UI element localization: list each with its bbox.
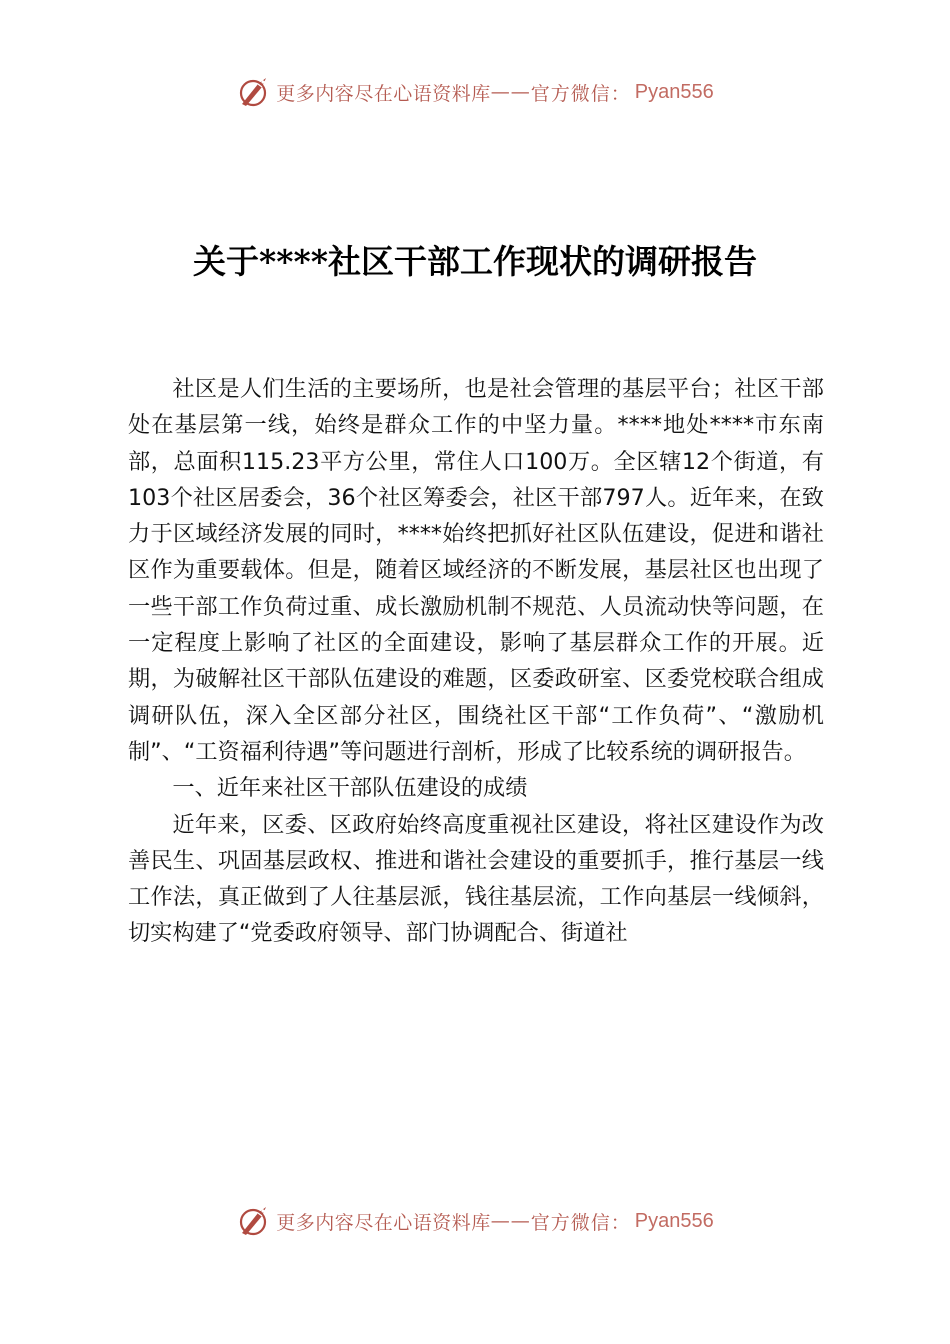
watermark-wechat-id: Pyan556 bbox=[634, 80, 714, 103]
watermark-wechat-id: Pyan556 bbox=[634, 1209, 714, 1232]
pen-nib-logo-icon bbox=[236, 74, 272, 110]
watermark-text: 更多内容尽在心语资料库 bbox=[276, 82, 491, 105]
watermark-banner-top bbox=[0, 70, 950, 114]
section-paragraph: 近年来，区委、区政府始终高度重视社区建设，将社区建设作为改善民生、巩固基层政权、推进和谐社会建设的重要抓手，推行基层一线工作法，真正做到了人往基层派，钱往基层流，工作向基层一线倾斜，切实构建了“党委政府领导、部门协调配合、街道社 bbox=[128, 811, 824, 947]
watermark-dash: —— bbox=[490, 1210, 531, 1232]
watermark-label: 官方微信： bbox=[530, 1211, 631, 1234]
intro-paragraph: 社区是人们生活的主要场所，也是社会管理的基层平台；社区干部处在基层第一线，始终是群众工作的中坚力量。****地处****市东南部，总面积115.23平方公里，常住人口100万。全区辖12个街道，有103个社区居委会，36个社区筹委会，社区干部797人。近年来，在致力于区域经济发展的同时，****始终把抓好社区队伍建设，促进和谐社区作为重要载体。但是，随着区域经济的不断发展，基层社区也出现了一些干部工作负荷过重、成长激励机制不规范、人员流动快等问题，在一定程度上影响了社区的全面建设，影响了基层群众工作的开展。近期，为破解社区干部队伍建设的难题，区委政研室、区委党校联合组成调研队伍，深入全区部分社区，围绕社区干部“工作负荷”、“激励机制”、“工资福利待遇”等问题进行剖析，形成了比较系统的调研报告。 bbox=[128, 376, 824, 765]
watermark-label: 官方微信： bbox=[530, 82, 631, 105]
pen-nib-logo-icon bbox=[236, 1203, 272, 1239]
watermark-banner-bottom bbox=[0, 1199, 950, 1243]
watermark-dash: —— bbox=[490, 81, 531, 103]
watermark-text: 更多内容尽在心语资料库 bbox=[276, 1211, 491, 1234]
document-title: 关于****社区干部工作现状的调研报告 bbox=[192, 242, 758, 281]
section-heading: 一、近年来社区干部队伍建设的成绩 bbox=[172, 775, 528, 802]
document-body bbox=[128, 371, 824, 952]
